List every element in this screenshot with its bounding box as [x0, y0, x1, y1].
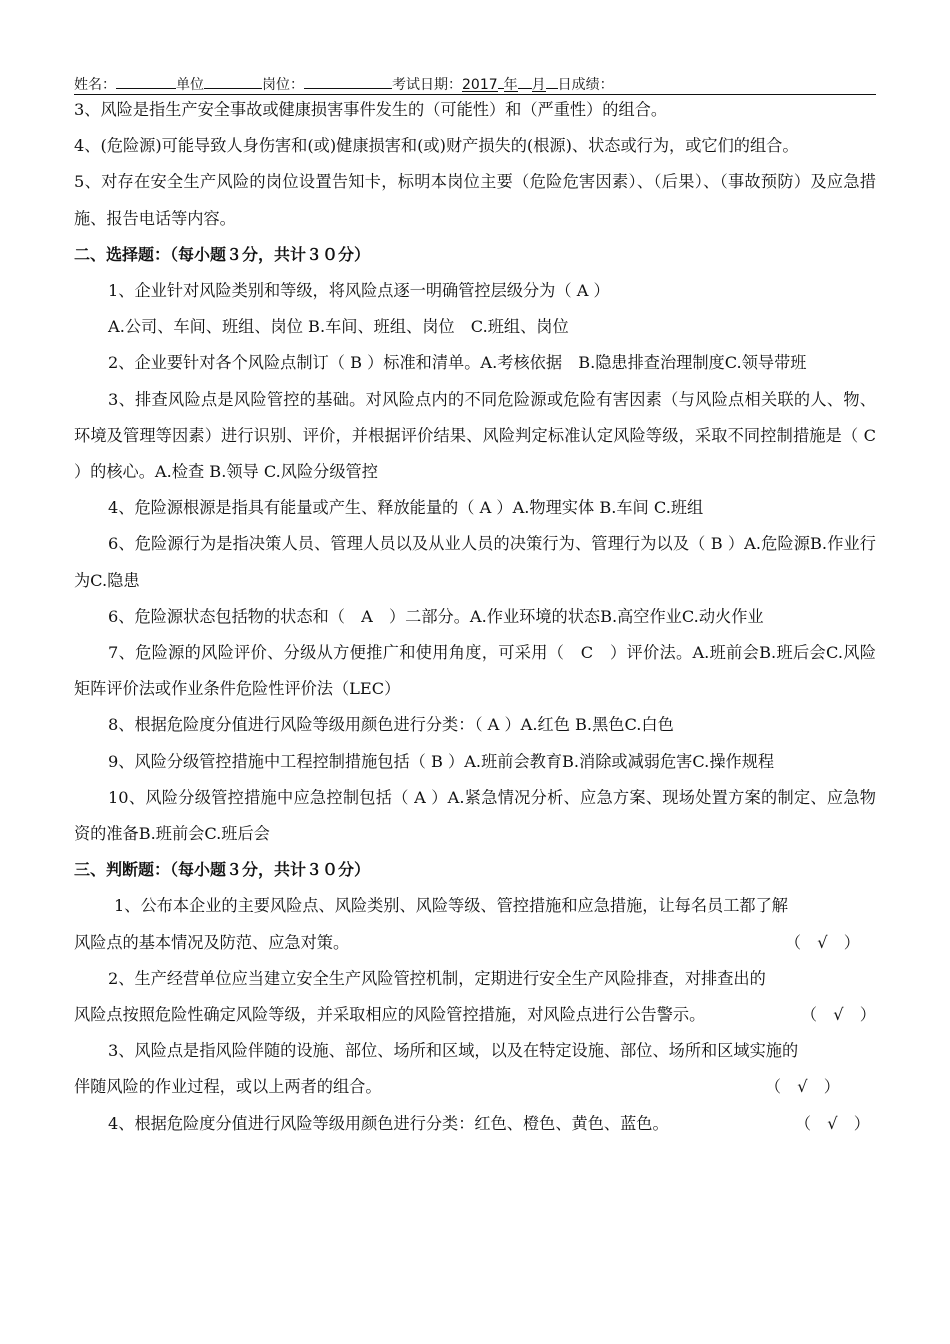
year-unit: 年: [503, 77, 518, 93]
choice-question-7: 7、危险源的风险评价、分级从方便推广和使用角度，可采用（ C ）评价法。A.班前会B.班后会C.风险矩阵评价法或作业条件危险性评价法（LEC）: [74, 643, 876, 699]
section-judge-title: 三、判断题：（每小题３分，共计３０分）: [74, 860, 371, 880]
judge-question-3-line1: 3、风险点是指风险伴随的设施、部位、场所和区域，以及在特定设施、部位、场所和区域实施的: [108, 1041, 799, 1061]
month-unit: 月: [531, 77, 546, 93]
choice-question-2: 2、企业要针对各个风险点制订（ B ）标准和清单。A.考核依据 B.隐患排查治理制度C.领导带班: [108, 353, 807, 373]
name-blank: [116, 72, 176, 89]
judge-question-1-answer: （ √ ）: [784, 932, 860, 952]
choice-question-1: 1、企业针对风险类别和等级，将风险点逐一明确管控层级分为（ A ）: [108, 281, 610, 301]
judge-question-4-line1: [74, 1106, 876, 1142]
fill-question-3: 3、风险是指生产安全事故或健康损害事件发生的（可能性）和（严重性）的组合。: [74, 100, 668, 119]
choice-question-9: 9、风险分级管控措施中工程控制措施包括（ B ）A.班前会教育B.消除或减弱危害C.操作规程: [108, 751, 775, 771]
judge-question-1-line2: [74, 925, 876, 961]
post-label: 岗位：: [262, 77, 304, 93]
unit-label: 单位: [176, 77, 204, 93]
unit-blank: [204, 72, 262, 89]
fill-question-4: 4、(危险源)可能导致人身伤害和(或)健康损害和(或)财产损失的(根源)、状态或行为，或它们的组合。: [74, 136, 799, 156]
choice-question-1-options: A.公司、车间、班组、岗位 B.车间、班组、岗位 C.班组、岗位: [108, 317, 569, 337]
choice-question-6a: 6、危险源行为是指决策人员、管理人员以及从业人员的决策行为、管理行为以及（ B ）A.危险源B.作业行为C.隐患: [74, 534, 876, 590]
year-value: 2017: [462, 77, 498, 93]
choice-question-10: 10、风险分级管控措施中应急控制包括（ A ）A.紧急情况分析、应急方案、现场处置方案的制定、应急物资的准备B.班前会C.班后会: [74, 787, 876, 844]
judge-question-3-line2: [74, 1069, 876, 1105]
judge-question-3-answer: （ √ ）: [764, 1077, 840, 1097]
choice-question-4: 4、危险源根源是指具有能量或产生、释放能量的（ A ）A.物理实体 B.车间 C.班组: [108, 498, 704, 518]
exam-body: [74, 92, 876, 1142]
fill-question-5: 5、对存在安全生产风险的岗位设置告知卡，标明本岗位主要（危险危害因素）、（后果）、（事故预防）及应急措施、报告电话等内容。: [74, 172, 876, 228]
choice-question-6b: 6、危险源状态包括物的状态和（ A ）二部分。A.作业环境的状态B.高空作业C.动火作业: [108, 606, 764, 626]
judge-question-3-text: 伴随风险的作业过程，或以上两者的组合。: [74, 1077, 382, 1097]
section-choice-title: 二、选择题：（每小题３分，共计３０分）: [74, 244, 371, 264]
day-score-label: 日成绩：: [557, 77, 614, 93]
judge-question-4-answer: （ √ ）: [794, 1113, 870, 1133]
judge-question-2-line1: 2、生产经营单位应当建立安全生产风险管控机制，定期进行安全生产风险排查，对排查出的: [108, 968, 766, 988]
judge-question-2-text: 风险点按照危险性确定风险等级，并采取相应的风险管控措施，对风险点进行公告警示。: [74, 1005, 706, 1025]
judge-question-4-text: 4、根据危险度分值进行风险等级用颜色进行分类：红色、橙色、黄色、蓝色。: [108, 1113, 669, 1133]
choice-question-3: 3、排查风险点是风险管控的基础。对风险点内的不同危险源或危险有害因素（与风险点相关联的人、物、环境及管理等因素）进行识别、评价，并根据评价结果、风险判定标准认定风险等级，采取不同控制措施是（ C ）的核心。A.检查 B.领导 C.风险分级管控: [74, 389, 876, 482]
month-blank: [518, 72, 532, 89]
day-blank: [546, 72, 558, 89]
date-label: 考试日期：: [392, 77, 462, 93]
judge-question-1-text: 风险点的基本情况及防范、应急对策。: [74, 932, 350, 952]
name-label: 姓名：: [74, 77, 116, 93]
judge-question-1-line1: 1、公布本企业的主要风险点、风险类别、风险等级、管控措施和应急措施，让每名员工都了解: [114, 896, 788, 916]
judge-question-2-answer: （ √ ）: [800, 1005, 876, 1025]
choice-question-8: 8、根据危险度分值进行风险等级用颜色进行分类：（ A ）A.红色 B.黑色C.白色: [108, 715, 674, 735]
judge-question-2-line2: [74, 997, 876, 1033]
post-blank: [304, 72, 392, 89]
